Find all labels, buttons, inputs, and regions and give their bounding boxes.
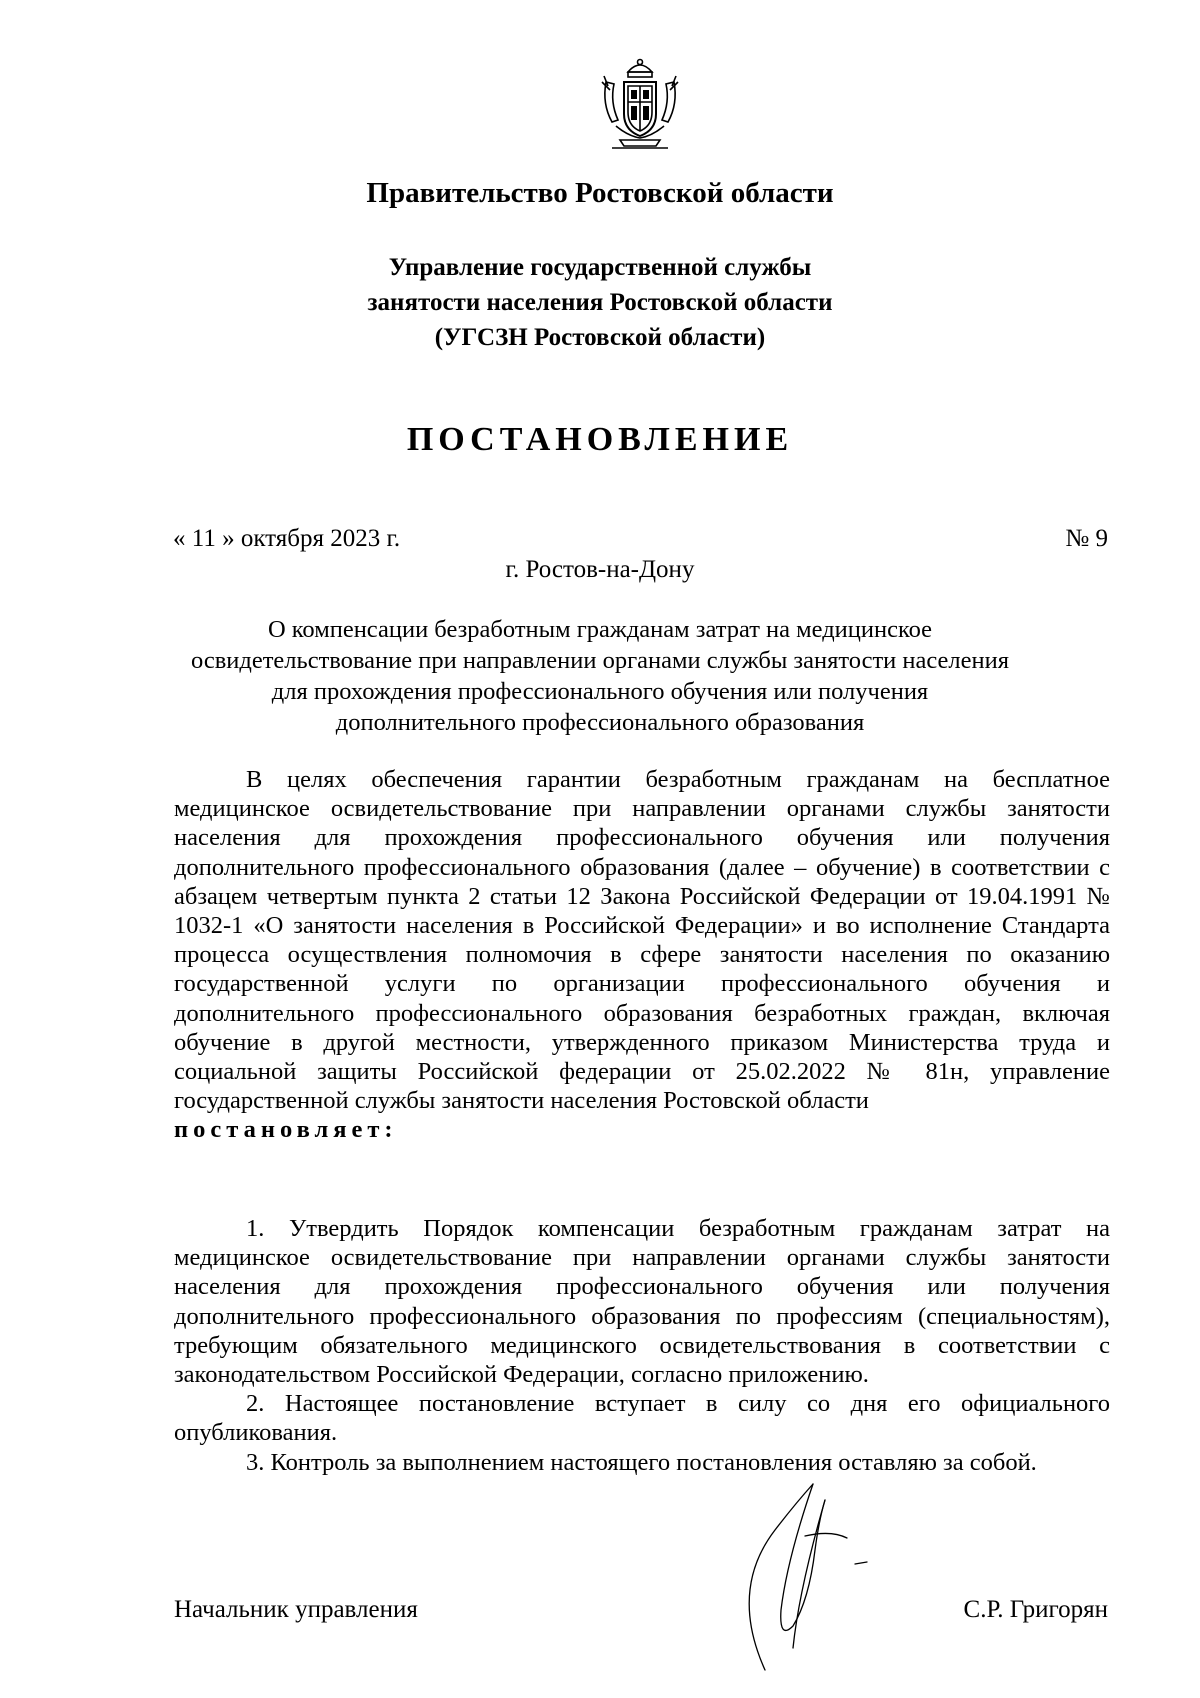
document-subject <box>0 614 1200 738</box>
signatory-position: Начальник управления <box>174 1596 418 1623</box>
decree-item: 2. Настоящее постановление вступает в силу со дня его официального опубликования. <box>174 1390 1110 1447</box>
operative-verb: постановляет: <box>174 1116 398 1144</box>
subject-line: О компенсации безработным гражданам затрат на медицинское <box>267 616 933 643</box>
signatory-name: С.Р. Григорян <box>963 1596 1108 1623</box>
government-title: Правительство Ростовской области <box>366 177 834 209</box>
decree-item: 1. Утвердить Порядок компенсации безработным гражданам затрат на медицинское освидетельствование при направлении органами службы занятости населения для прохождения профессионального обучения или получения дополнительного профессионального образования по профессиям (специальностям), требующим обязательного медицинского освидетельствования в соответствии с законодательством Российской Федерации, согласно приложению. <box>174 1215 1110 1389</box>
subject-line: для прохождения профессионального обучения или получения <box>271 678 929 705</box>
subject-line: освидетельствование при направлении органами службы занятости населения <box>190 647 1010 674</box>
subject-line: дополнительного профессионального образования <box>335 709 865 736</box>
coat-of-arms-icon <box>598 56 682 152</box>
handwritten-signature <box>735 1440 875 1680</box>
document-date: « 11 » октября 2023 г. <box>173 525 401 552</box>
department-line: (УГСЗН Ростовской области) <box>434 324 766 351</box>
department-name <box>0 250 1200 355</box>
decree-item: 3. Контроль за выполнением настоящего постановления оставляю за собой. <box>246 1448 1037 1476</box>
document-number: № 9 <box>1065 525 1108 552</box>
document-city: г. Ростов-на-Дону <box>505 556 695 583</box>
preamble <box>174 765 1110 1145</box>
document-type-heading: ПОСТАНОВЛЕНИЕ <box>406 421 794 458</box>
department-line: занятости населения Ростовской области <box>367 289 833 316</box>
department-line: Управление государственной службы <box>388 254 812 281</box>
preamble-text: В целях обеспечения гарантии безработным гражданам на бесплатное медицинское освидетельствование при направлении органами службы занятости населения для прохождения профессионального обучения или получения дополнительного профессионального образования (далее – обучение) в соответствии с абзацем четвертым пункта 2 статьи 12 Закона Российской Федерации от 19.04.1991 № 1032-1 «О занятости населения в Российской Федерации» и во исполнение Стандарта процесса осуществления полномочия в сфере занятости населения по оказанию государственной услуги по организации профессионального обучения и дополнительного профессионального образования безработных граждан, включая обучение в другой местности, утвержденного приказом Министерства труда и социальной защиты Российской федерации от 25.02.2022 № 81н, управление государственной службы занятости населения Ростовской области <box>174 766 1110 1115</box>
decree-items <box>174 1214 1110 1477</box>
